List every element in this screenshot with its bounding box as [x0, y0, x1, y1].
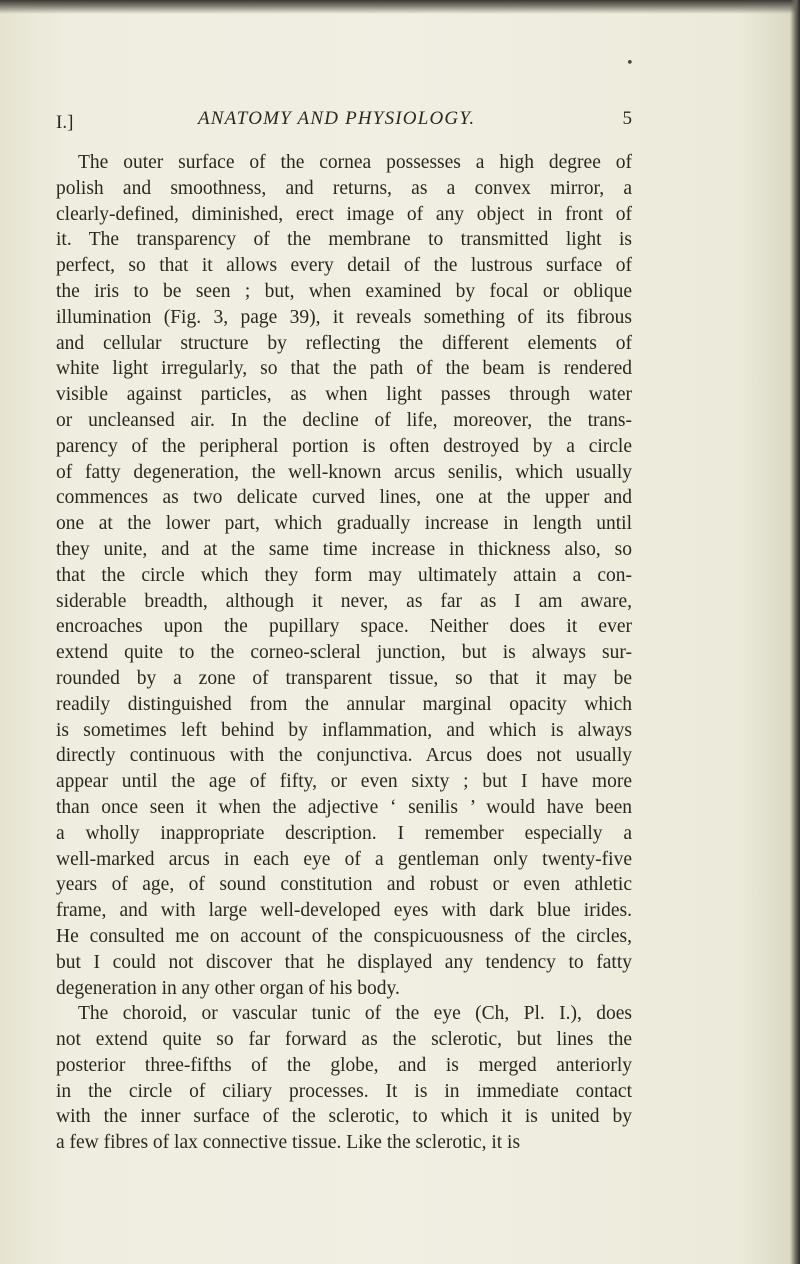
running-title: ANATOMY AND PHYSIOLOGY.: [198, 108, 476, 129]
text-line: they unite, and at the same time increase in thickness also, so: [56, 538, 632, 560]
text-line: degeneration in any other organ of his body.: [56, 977, 400, 999]
text-line: siderable breadth, although it never, as far as I am aware,: [56, 590, 632, 612]
text-line: in the circle of ciliary processes. It is in immediate contact: [56, 1080, 632, 1102]
section-number: I.]: [56, 112, 74, 133]
text-line: it. The transparency of the membrane to transmitted light is: [56, 229, 632, 251]
text-line: of fatty degeneration, the well-known arcus senilis, which usually: [56, 461, 632, 483]
text-line: frame, and with large well-developed eyes with dark blue irides.: [56, 900, 632, 922]
page-number: 5: [622, 108, 632, 129]
text-line: or uncleansed air. In the decline of life, moreover, the trans-: [56, 409, 632, 431]
text-line: visible against particles, as when light passes through water: [56, 384, 632, 406]
text-line: the iris to be seen ; but, when examined by focal or oblique: [56, 280, 632, 302]
text-line: illumination (Fig. 3, page 39), it reveals something of its fibrous: [56, 306, 632, 328]
text-line: well-marked arcus in each eye of a gentleman only twenty-five: [56, 848, 632, 870]
running-header: [56, 108, 632, 136]
text-line: perfect, so that it allows every detail of the lustrous surface of: [56, 255, 632, 277]
stray-mark: •: [626, 56, 634, 71]
text-line: readily distinguished from the annular marginal opacity which: [56, 693, 632, 715]
text-line: rounded by a zone of transparent tissue, so that it may be: [56, 667, 632, 689]
text-line: The outer surface of the cornea possesses a high degree of: [78, 152, 632, 173]
text-line: extend quite to the corneo-scleral junction, but is always sur-: [56, 642, 632, 664]
text-line: The choroid, or vascular tunic of the eye (Ch, Pl. I.), does: [78, 1003, 632, 1025]
text-line: than once seen it when the adjective ‘ senilis ’ would have been: [56, 796, 632, 818]
text-line: parency of the peripheral portion is often destroyed by a circle: [56, 435, 632, 457]
text-line: polish and smoothness, and returns, as a convex mirror, a: [56, 177, 632, 199]
body-text: [56, 150, 632, 1156]
text-line: one at the lower part, which gradually increase in length until: [56, 513, 632, 535]
text-line: white light irregularly, so that the path of the beam is rendered: [56, 358, 632, 380]
text-line: He consulted me on account of the conspicuousness of the circles,: [56, 925, 632, 947]
text-line: that the circle which they form may ultimately attain a con-: [56, 564, 632, 586]
text-line: posterior three-fifths of the globe, and is merged anteriorly: [56, 1054, 632, 1076]
text-line: a wholly inappropriate description. I remember especially a: [56, 822, 632, 844]
text-line: clearly-defined, diminished, erect image of any object in front of: [56, 203, 632, 225]
text-line: is sometimes left behind by inflammation, and which is always: [56, 719, 632, 741]
text-line: not extend quite so far forward as the sclerotic, but lines the: [56, 1029, 632, 1051]
text-line: years of age, of sound constitution and robust or even athletic: [56, 874, 632, 896]
text-line: a few fibres of lax connective tissue. Like the sclerotic, it is: [56, 1132, 521, 1154]
text-line: and cellular structure by reflecting the different elements of: [56, 332, 632, 354]
text-line: with the inner surface of the sclerotic, to which it is united by: [56, 1106, 632, 1128]
text-line: directly continuous with the conjunctiva. Arcus does not usually: [56, 745, 632, 767]
page-right-edge-shadow: [790, 0, 800, 1264]
page-top-edge-shadow: [0, 0, 800, 14]
text-line: appear until the age of fifty, or even sixty ; but I have more: [56, 771, 632, 793]
text-line: encroaches upon the pupillary space. Neither does it ever: [56, 616, 632, 638]
text-line: but I could not discover that he displayed any tendency to fatty: [56, 951, 632, 973]
text-line: commences as two delicate curved lines, one at the upper and: [56, 487, 632, 509]
